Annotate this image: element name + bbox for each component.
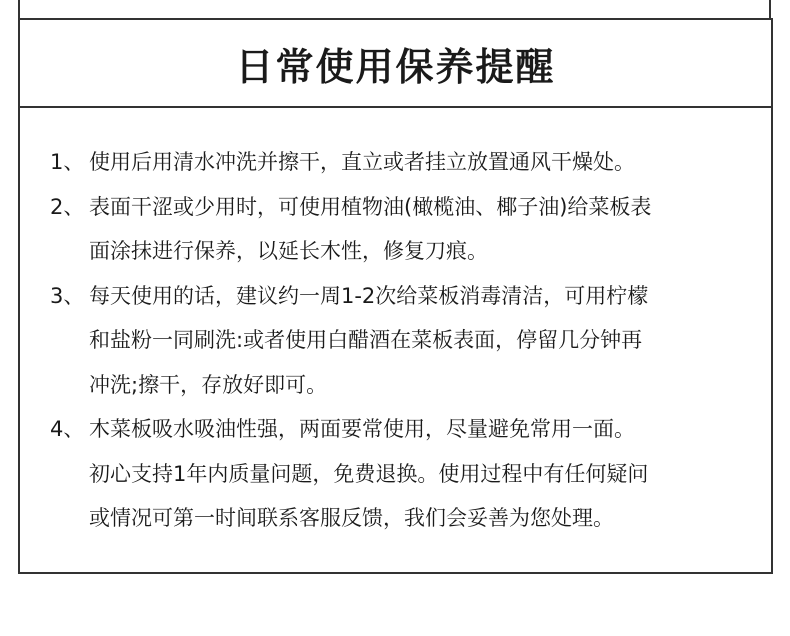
item-line: 或情况可第一时间联系客服反馈，我们会妥善为您处理。	[89, 506, 614, 530]
list-item	[50, 140, 750, 185]
item-line: 使用后用清水冲洗并擦干，直立或者挂立放置通风干燥处。	[89, 150, 635, 174]
item-number: 2、	[50, 194, 85, 219]
top-frame-strip	[18, 0, 771, 18]
title-bar	[20, 20, 771, 108]
item-line: 面涂抹进行保养，以延长木性，修复刀痕。	[89, 239, 488, 263]
item-line: 初心支持1年内质量问题，免费退换。使用过程中有任何疑问	[89, 461, 649, 486]
item-number: 3、	[50, 283, 85, 308]
item-number: 1、	[50, 150, 85, 174]
item-text	[89, 274, 648, 408]
list-item	[50, 274, 750, 408]
item-line: 冲洗;擦干，存放好即可。	[89, 372, 328, 397]
list-item	[50, 407, 750, 541]
item-line: 木菜板吸水吸油性强，两面要常使用，尽量避免常用一面。	[89, 417, 635, 441]
item-line: 每天使用的话，建议约一周1-2次给菜板消毒清洁，可用柠檬	[89, 283, 649, 308]
care-reminder-card	[18, 18, 773, 574]
item-line: 表面干涩或少用时，可使用植物油(橄榄油、椰子油)给菜板表	[89, 194, 652, 219]
item-text	[89, 407, 648, 541]
item-line: 和盐粉一同刷洗:或者使用白醋酒在菜板表面，停留几分钟再	[89, 328, 643, 352]
item-number: 4、	[50, 417, 85, 441]
item-text	[89, 140, 635, 185]
page-title: 日常使用保养提醒	[235, 44, 556, 89]
reminder-list	[50, 140, 750, 541]
list-item	[50, 185, 750, 274]
item-text	[89, 185, 651, 274]
